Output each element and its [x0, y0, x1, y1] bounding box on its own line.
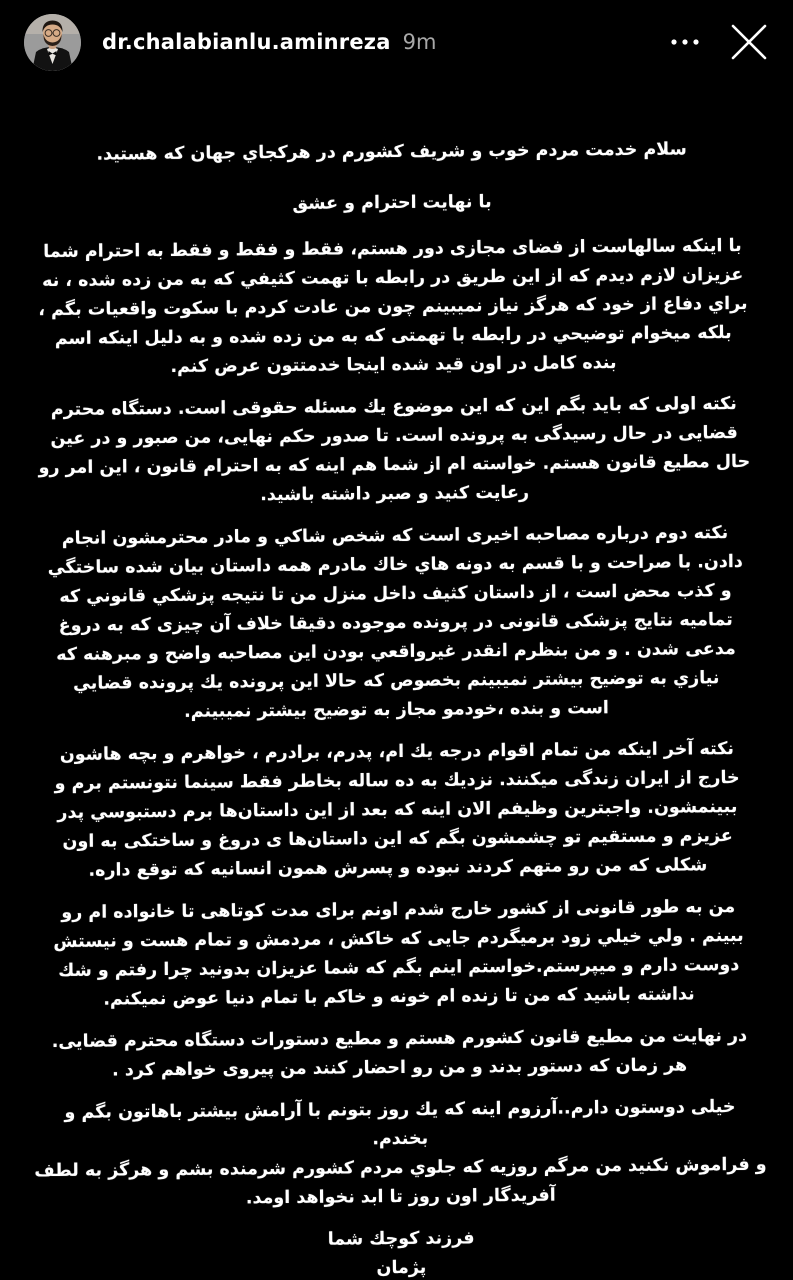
timestamp: 9m — [402, 30, 437, 54]
story-paragraph-intro: با اينكه سالهاست از فضاى مجازى دور هستم، فقط و فقط و فقط به احترام شما عزيزان لازم ديدم كه از اين طريق در رابطه با تهمت كثيفي كه به من زده شده ، نه براي دفاع از خود كه هرگز نياز نميبينم چون من عادت كردم با سكوت واقعيات بگم ، بلكه ميخوام توضيحي در رابطه با تهمتى كه به من زده شده و به دليل اينكه اسم بنده كامل در اون قيد شده اينجا خدمتتون عرض كنم. — [38, 235, 748, 377]
story-signature: فرزند كوچك شما پژمان — [327, 1228, 475, 1279]
username[interactable]: dr.chalabianlu.aminreza — [102, 30, 391, 54]
avatar-portrait — [24, 14, 81, 71]
story-paragraph-last-point: نكته آخر اينكه من تمام اقوام درجه يك ام، پدرم، برادرم ، خواهرم و بچه هاشون خارج از ايران زندگى ميكنند. نزديك به ده ساله بخاطر فقط سينما نتونستم برم و ببينمشون. واجبترين وظيفم الان اينه كه بعد از اين داستان‌ها برم دستبوسي پدر عزيزم و مستقيم تو چشمشون بگم كه اين داستان‌ها ى دروغ و ساختكى به اون شكلى كه من رو متهم كردند نبوده و پسرش همون انسانيه كه توقع داره. — [54, 739, 740, 881]
more-options-button[interactable] — [663, 20, 707, 64]
story-text — [0, 135, 793, 1280]
story-greeting-line: با نهايت احترام و عشق — [292, 192, 492, 214]
close-icon — [729, 22, 769, 62]
story-paragraph-departure: من به طور قانونى از كشور خارج شدم اونم براى مدت كوتاهى تا خانواده ام رو ببينم . ولي خيلي زود برميگردم جايى كه خاكش ، مردمش و تمام هست و نيستش دوست دارم و ميپرستم.خواستم اينم بگم كه شما عزيزان بدونيد چرا رفتم و شك نداشته باشيد كه من تا زنده ام خونه و خاكم با تمام دنيا عوض نميكنم. — [53, 897, 744, 1010]
close-button[interactable] — [725, 18, 773, 66]
story-paragraph-first-point: نكته اولى كه بايد بگم اين كه اين موضوع يك مسئله حقوقى است. دستگاه محترم قضايى در حال رسيدگى به پرونده است. تا صدور حكم نهايى، من صبور و در عين حال مطيع قانون هستم. خواسته ام از شما هم اينه كه به احترام قانون ، اين امر رو رعايت كنيد و صبر داشته باشيد. — [38, 394, 751, 506]
story-paragraph-second-point: نكته دوم درباره مصاحبه اخيرى است كه شخص شاكي و مادر محترمشون انجام دادن. با صراحت و با قسم به دونه هاي خاك مادرم همه داستان بيان شده ساختگي و كذب محض است ، از داستان كثيف داخل منزل من تا نتيجه پزشكي قانوني كه تماميه نتايج پزشكى قانونى در پرونده موجوده دقيقا خلاف آن چيزى كه به دروغ مدعى شدن . و من بنظرم انقدر غيرواقعي بودن اين مصاحبه واضح و مبرهنه كه نيازي به توضيح بيشتر نميبينم بخصوص كه حالا اين پرونده يك پرونده قضايي است و بنده ،خودمو مجاز به توضيح بيشتر نميبينم. — [47, 523, 743, 722]
story-paragraph-farewell: خيلى دوستون دارم..آرزوم اينه كه يك روز بتونم با آرامش بيشتر باهاتون بگم و بخندم. و فراموش نكنيد من مرگم روزيه كه جلوي مردم كشورم شرمنده بشم و هرگز به لطف آفريدگار اون روز تا ابد نخواهد اومد. — [34, 1097, 767, 1209]
more-options-icon — [670, 38, 700, 46]
story-opening-line: سلام خدمت مردم خوب و شريف كشورم در هركجاي جهان كه هستيد. — [96, 139, 687, 165]
avatar[interactable] — [24, 14, 81, 71]
story-paragraph-law: در نهايت من مطيع قانون كشورم هستم و مطيع دستورات دستگاه محترم قضايى. هر زمان كه دستور بدند و من رو احضار كنند من پيروى خواهم كرد . — [51, 1025, 748, 1081]
story-header — [0, 0, 793, 76]
